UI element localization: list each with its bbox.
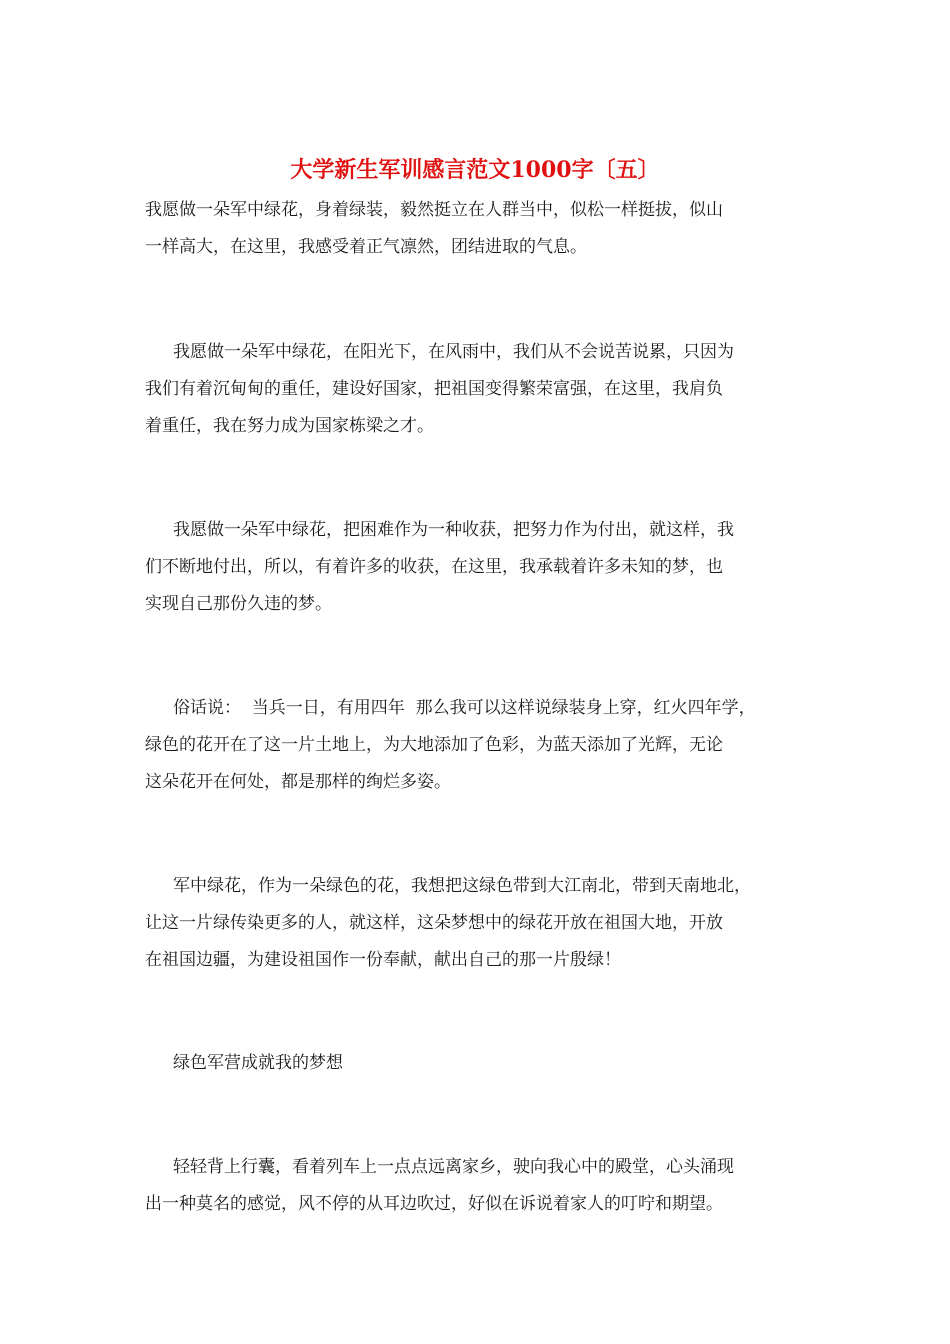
paragraph-6-line-1: 绿色军营成就我的梦想	[173, 1053, 343, 1073]
paragraph-4-line-1: 俗话说： 当兵一日，有用四年 那么我可以这样说绿装身上穿，红火四年学，	[173, 698, 756, 718]
paragraph-7-line-1: 轻轻背上行囊，看着列车上一点点远离家乡，驶向我心中的殿堂，心头涌现	[173, 1157, 734, 1177]
paragraph-1-line-1: 我愿做一朵军中绿花，身着绿装，毅然挺立在人群当中，似松一样挺拔，似山	[145, 200, 723, 220]
paragraph-5-line-3: 在祖国边疆，为建设祖国作一份奉献，献出自己的那一片殷绿！	[145, 950, 621, 970]
document-title: 大学新生军训感言范文1000字〔五〕	[290, 157, 660, 183]
paragraph-7-line-2: 出一种莫名的感觉，风不停的从耳边吹过，好似在诉说着家人的叮咛和期望。	[145, 1194, 723, 1214]
paragraph-4-line-3: 这朵花开在何处，都是那样的绚烂多姿。	[145, 772, 451, 792]
paragraph-5-line-2: 让这一片绿传染更多的人，就这样，这朵梦想中的绿花开放在祖国大地，开放	[145, 913, 723, 933]
paragraph-4-line-2: 绿色的花开在了这一片土地上，为大地添加了色彩，为蓝天添加了光辉，无论	[145, 735, 723, 755]
paragraph-3-line-2: 们不断地付出，所以，有着许多的收获，在这里，我承载着许多未知的梦，也	[145, 557, 723, 577]
paragraph-3-line-3: 实现自己那份久违的梦。	[145, 594, 332, 614]
paragraph-3-line-1: 我愿做一朵军中绿花，把困难作为一种收获，把努力作为付出，就这样，我	[173, 520, 734, 540]
paragraph-2-line-3: 着重任，我在努力成为国家栋梁之才。	[145, 416, 434, 436]
paragraph-1-line-2: 一样高大，在这里，我感受着正气凛然，团结进取的气息。	[145, 237, 587, 257]
paragraph-2-line-1: 我愿做一朵军中绿花，在阳光下，在风雨中，我们从不会说苦说累，只因为	[173, 342, 734, 362]
paragraph-5-line-1: 军中绿花，作为一朵绿色的花，我想把这绿色带到大江南北，带到天南地北，	[173, 876, 751, 896]
paragraph-2-line-2: 我们有着沉甸甸的重任，建设好国家，把祖国变得繁荣富强，在这里，我肩负	[145, 379, 723, 399]
